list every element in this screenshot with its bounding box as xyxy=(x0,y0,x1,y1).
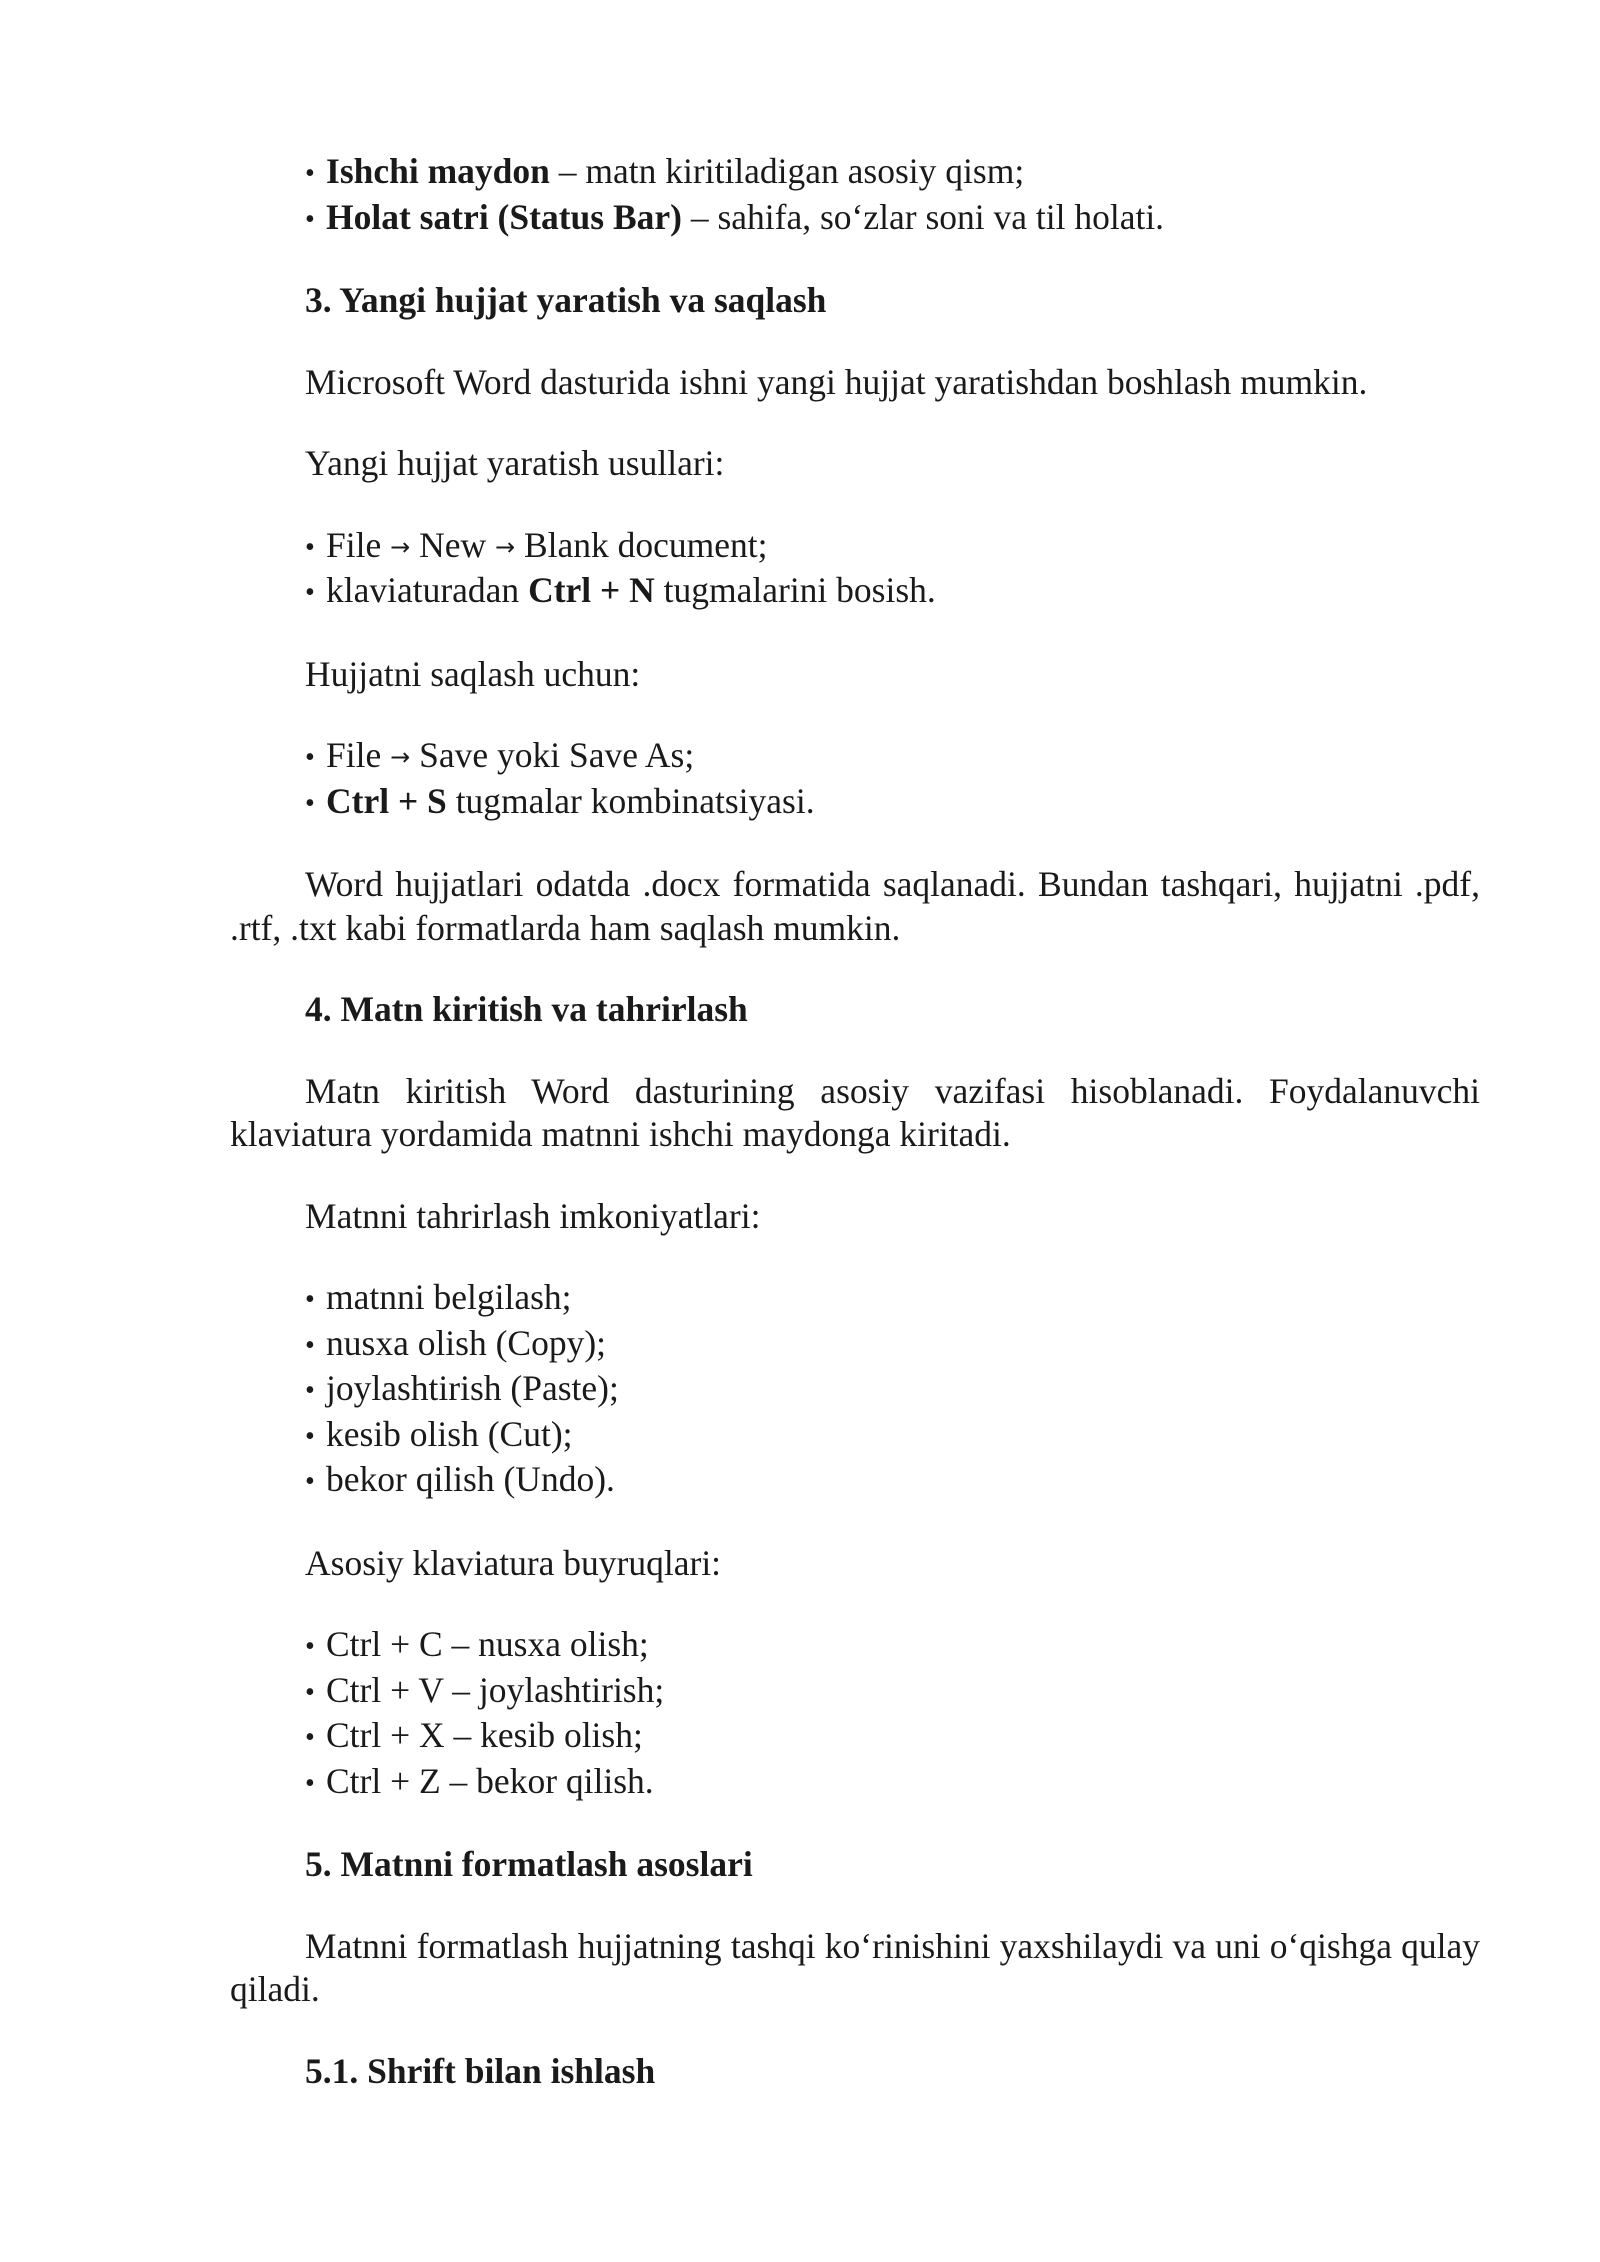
section-heading-4: 4. Matn kiritish va tahrirlash xyxy=(305,989,748,1029)
item-text: tugmalar kombinatsiyasi. xyxy=(446,780,815,821)
menu-path-text: File xyxy=(326,735,391,775)
term-bold: Holat satri (Status Bar) xyxy=(326,196,682,237)
item-text: Ctrl + X – kesib olish; xyxy=(326,1715,643,1755)
bullet-icon: • xyxy=(305,1420,315,1452)
item-text: Ctrl + Z – bekor qilish. xyxy=(326,1760,654,1801)
list-item xyxy=(305,1669,1480,1715)
edit-options-list xyxy=(230,1276,1480,1504)
arrow-right-icon: → xyxy=(390,743,411,771)
list-item xyxy=(305,780,1480,826)
term-desc: – sahifa, so‘zlar soni va til holati. xyxy=(681,196,1165,237)
menu-path-text: Save yoki Save As; xyxy=(410,735,695,775)
list-item xyxy=(305,1367,1480,1413)
bullet-icon: • xyxy=(305,787,315,819)
item-text: matnni belgilash; xyxy=(326,1277,572,1317)
item-text: klaviaturadan xyxy=(326,570,529,610)
list-item xyxy=(305,196,1480,242)
arrow-right-icon: → xyxy=(390,532,411,561)
bullet-icon: • xyxy=(305,577,315,608)
list-item xyxy=(305,1322,1480,1368)
bullet-icon: • xyxy=(305,1466,315,1497)
item-text: joylashtirish (Paste); xyxy=(326,1368,619,1408)
bullet-icon: • xyxy=(305,1722,315,1753)
bullet-icon: • xyxy=(305,203,315,235)
list-item xyxy=(305,1458,1480,1504)
bullet-icon: • xyxy=(305,742,315,773)
top-bullet-list xyxy=(230,150,1480,241)
section-heading-5: 5. Matnni formatlash asoslari xyxy=(305,1844,753,1884)
menu-path-text: Blank document; xyxy=(515,524,768,565)
list-label: Yangi hujjat yaratish usullari: xyxy=(305,443,725,483)
bullet-icon: • xyxy=(305,1676,315,1708)
term-desc: – matn kiritiladigan asosiy qism; xyxy=(549,151,1025,191)
list-item xyxy=(305,1623,1480,1669)
menu-path-text: File xyxy=(326,524,391,565)
list-item xyxy=(305,734,1480,780)
create-methods-list xyxy=(230,524,1480,615)
list-item xyxy=(305,1714,1480,1760)
section-heading-3: 3. Yangi hujjat yaratish va saqlash xyxy=(305,280,827,320)
list-item xyxy=(305,1413,1480,1459)
bullet-icon: • xyxy=(305,531,315,563)
list-item xyxy=(305,150,1480,196)
bullet-icon: • xyxy=(305,1375,315,1406)
list-label: Matnni tahrirlash imkoniyatlari: xyxy=(305,1195,761,1236)
item-text: tugmalarini bosish. xyxy=(654,570,936,610)
item-text: nusxa olish (Copy); xyxy=(326,1322,607,1363)
list-item xyxy=(305,569,1480,615)
list-item xyxy=(305,1760,1480,1806)
shortcut-bold: Ctrl + N xyxy=(528,570,655,610)
list-item xyxy=(305,524,1480,570)
item-text: bekor qilish (Undo). xyxy=(326,1459,615,1499)
term-bold: Ishchi maydon xyxy=(326,151,550,191)
paragraph: Word hujjatlari odatda .docx formatida saqlanadi. Bundan tashqari, hujjatni .pdf, .rtf, .txt kabi formatlarda ham saqlash mumkin. xyxy=(230,864,1480,948)
bullet-icon: • xyxy=(305,1631,315,1662)
bullet-icon: • xyxy=(305,1329,315,1361)
paragraph: Microsoft Word dasturida ishni yangi hujjat yaratishdan boshlash mumkin. xyxy=(305,361,1368,402)
list-label: Asosiy klaviatura buyruqlari: xyxy=(305,1542,722,1583)
arrow-right-icon: → xyxy=(495,532,516,561)
paragraph: Matn kiritish Word dasturining asosiy vazifasi hisoblanadi. Foydalanuvchi klaviatura yordamida matnni ishchi maydonga kiritadi. xyxy=(230,1070,1480,1154)
bullet-icon: • xyxy=(305,158,315,189)
menu-path-text: New xyxy=(410,524,495,565)
bullet-icon: • xyxy=(305,1284,315,1315)
save-methods-list xyxy=(230,734,1480,825)
subsection-heading-5-1: 5.1. Shrift bilan ishlash xyxy=(305,2050,656,2091)
bullet-icon: • xyxy=(305,1767,315,1799)
item-text: kesib olish (Cut); xyxy=(326,1413,573,1454)
shortcut-bold: Ctrl + S xyxy=(326,780,447,821)
list-label: Hujjatni saqlash uchun: xyxy=(305,653,641,694)
item-text: Ctrl + V – joylashtirish; xyxy=(326,1669,665,1710)
list-item xyxy=(305,1276,1480,1322)
item-text: Ctrl + C – nusxa olish; xyxy=(326,1624,649,1664)
keyboard-commands-list xyxy=(230,1623,1480,1805)
paragraph: Matnni formatlash hujjatning tashqi ko‘rinishini yaxshilaydi va uni o‘qishga qulay qiladi. xyxy=(230,1925,1480,2009)
